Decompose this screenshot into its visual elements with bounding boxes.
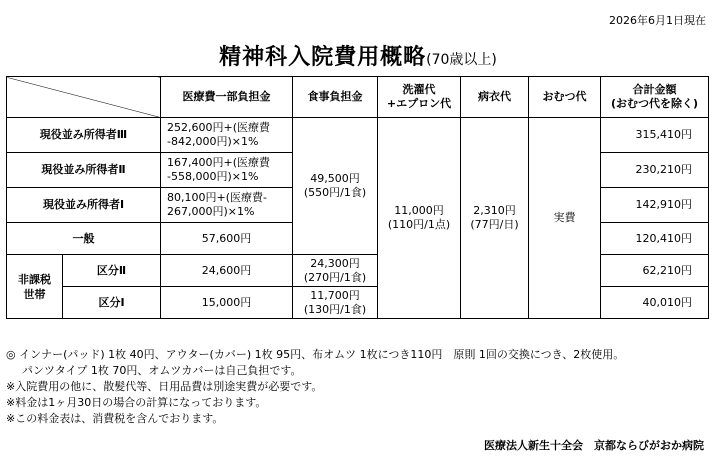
table-row — [7, 287, 709, 319]
row-label: 現役並み所得者Ⅱ — [7, 153, 161, 188]
page-title — [0, 40, 716, 71]
meal-cell: 24,300円 (270円/1食) — [293, 255, 378, 287]
note-line: ◎ インナー(パッド) 1枚 40円、アウター(カバー) 1枚 95円、布オムツ 1枚につき110円 原則 1回の交換につき、2枚使用。 — [6, 348, 625, 361]
total-cell: 230,210円 — [601, 153, 709, 188]
note-line: ※入院費用の他に、散髪代等、日用品費は別途実費が必要です。 — [6, 380, 323, 393]
date-label: 2026年6月1日現在 — [609, 14, 706, 27]
header-cell: 医療費一部負担金 — [161, 77, 293, 118]
medical-cell: 57,600円 — [161, 223, 293, 255]
table-header-row — [7, 77, 709, 118]
meal-cell: 11,700円 (130円/1食) — [293, 287, 378, 319]
title-main: 精神科入院費用概略 — [219, 45, 427, 70]
header-cell: 食事負担金 — [293, 77, 378, 118]
gown-cell: 2,310円 (77円/日) — [461, 118, 529, 319]
fee-table — [6, 76, 709, 319]
row-label: 区分Ⅱ — [63, 255, 161, 287]
total-cell: 315,410円 — [601, 118, 709, 153]
medical-cell: 252,600円+(医療費 -842,000円)×1% — [161, 118, 293, 153]
total-cell: 120,410円 — [601, 223, 709, 255]
notes — [6, 347, 624, 427]
table-row — [7, 118, 709, 153]
total-cell: 40,010円 — [601, 287, 709, 319]
row-label: 現役並み所得者Ⅰ — [7, 188, 161, 223]
note-line: パンツタイプ 1枚 70円、オムツカバーは自己負担です。 — [22, 364, 302, 377]
medical-cell: 15,000円 — [161, 287, 293, 319]
medical-cell: 167,400円+(医療費 -558,000円)×1% — [161, 153, 293, 188]
note-line: ※この料金表は、消費税を含んでおります。 — [6, 412, 224, 425]
group-label: 非課税 世帯 — [7, 255, 63, 319]
header-cell: おむつ代 — [529, 77, 601, 118]
header-cell: 洗濯代 +エプロン代 — [378, 77, 461, 118]
row-label: 現役並み所得者Ⅲ — [7, 118, 161, 153]
note-line: ※料金は1ヶ月30日の場合の計算になっております。 — [6, 396, 267, 409]
header-cell: 合計金額 (おむつ代を除く) — [601, 77, 709, 118]
laundry-cell: 11,000円 (110円/1点) — [378, 118, 461, 319]
diaper-cell: 実費 — [529, 118, 601, 319]
table-row — [7, 255, 709, 287]
row-label: 一般 — [7, 223, 161, 255]
header-diagonal-cell — [7, 77, 161, 118]
footer-organization: 医療法人新生十全会 京都ならびがおか病院 — [484, 439, 704, 452]
total-cell: 62,210円 — [601, 255, 709, 287]
meal-shared-cell: 49,500円 (550円/1食) — [293, 118, 378, 255]
header-cell: 病衣代 — [461, 77, 529, 118]
medical-cell: 80,100円+(医療費- 267,000円)×1% — [161, 188, 293, 223]
title-sub: (70歳以上) — [426, 52, 497, 68]
medical-cell: 24,600円 — [161, 255, 293, 287]
total-cell: 142,910円 — [601, 188, 709, 223]
row-label: 区分Ⅰ — [63, 287, 161, 319]
